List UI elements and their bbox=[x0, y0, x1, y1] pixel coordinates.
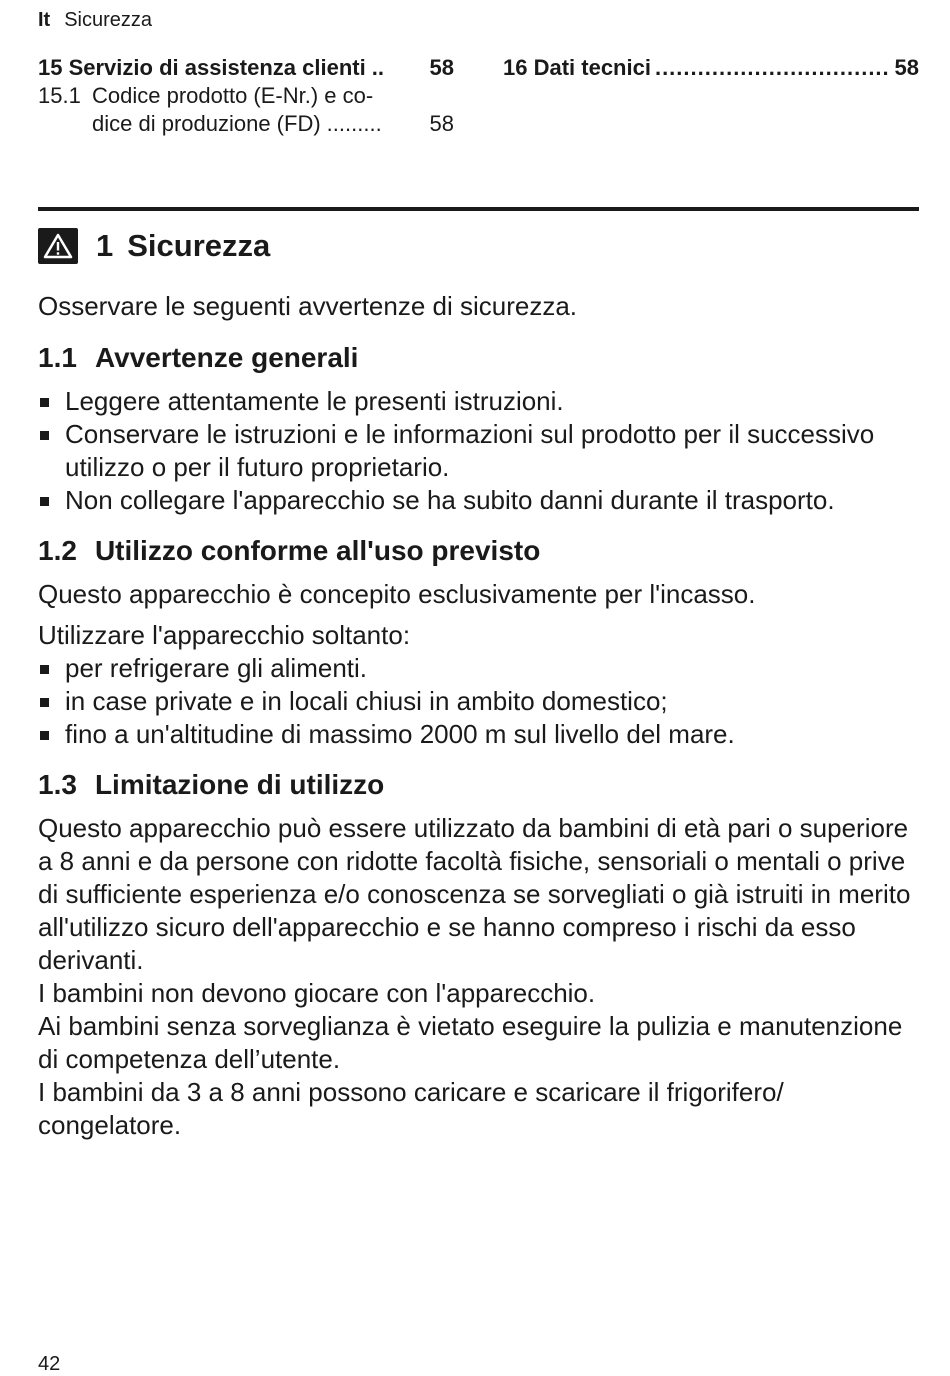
toc-sub-number: 15.1 bbox=[38, 83, 81, 108]
section-divider bbox=[38, 207, 919, 211]
list-item: in case private e in locali chiusi in ambito domestico; bbox=[38, 685, 918, 718]
toc-column-right bbox=[503, 54, 919, 82]
page-title bbox=[96, 228, 270, 264]
toc-entry-16[interactable] bbox=[503, 54, 919, 82]
subsection-number: 1.1 bbox=[38, 342, 77, 373]
list-item: Conservare le istruzioni e le informazioni sul prodotto per il successivo utilizzo o per il futuro proprietario. bbox=[38, 418, 918, 484]
subsection-number: 1.2 bbox=[38, 535, 77, 566]
toc-sub-line1: Codice prodotto (E-Nr.) e co- bbox=[92, 83, 374, 108]
toc-dots: ......... bbox=[326, 111, 382, 136]
toc-page: 58 bbox=[429, 55, 454, 80]
bullet-list-general bbox=[38, 385, 918, 517]
running-header bbox=[38, 9, 152, 32]
list-item: Leggere attentamente le presenti istruzioni. bbox=[38, 385, 918, 418]
section-title: Sicurezza bbox=[127, 228, 271, 263]
subsection-title: Limitazione di utilizzo bbox=[94, 769, 385, 800]
subsection-number: 1.3 bbox=[38, 769, 77, 800]
list-item: fino a un'altitudine di massimo 2000 m sul livello del mare. bbox=[38, 718, 918, 751]
toc-entry-15-1[interactable] bbox=[38, 82, 454, 138]
paragraph: Questo apparecchio è concepito esclusivamente per l'incasso. bbox=[38, 579, 756, 609]
subsection-heading-1-2 bbox=[38, 534, 918, 568]
warning-icon bbox=[38, 228, 78, 264]
language-code: It bbox=[38, 9, 51, 31]
paragraph: Utilizzare l'apparecchio soltanto: bbox=[38, 620, 411, 650]
toc-entry-15[interactable] bbox=[38, 54, 454, 82]
bullet-list-intended-use bbox=[38, 652, 918, 751]
toc-page: 58 bbox=[429, 111, 454, 136]
main-content bbox=[38, 290, 918, 1142]
toc-page: 58 bbox=[894, 55, 919, 80]
toc-dots: .. bbox=[371, 55, 384, 80]
subsection-heading-1-3 bbox=[38, 768, 918, 802]
paragraph: I bambini da 3 a 8 anni possono caricare e scaricare il frigorifero/ congelatore. bbox=[38, 1077, 784, 1140]
paragraph: I bambini non devono giocare con l'apparecchio. bbox=[38, 978, 596, 1008]
toc-entry-title: 15 Servizio di assistenza clienti bbox=[38, 55, 366, 80]
subsection-title: Utilizzo conforme all'uso previsto bbox=[94, 535, 541, 566]
toc-sub-line2: dice di produzione (FD) bbox=[92, 111, 321, 136]
paragraph: Questo apparecchio può essere utilizzato da bambini di età pari o superiore a 8 anni e da persone con ridotte facoltà fisiche, sensoriali o mentali o prive di sufficiente esperienza e/o conoscenza se sorvegliati o già istruiti in merito all'utilizzo sicuro dell'apparecchio e se hanno compreso i rischi da esso derivanti. bbox=[38, 813, 911, 975]
list-item: per refrigerare gli alimenti. bbox=[38, 652, 918, 685]
subsection-heading-1-1 bbox=[38, 341, 918, 375]
header-section: Sicurezza bbox=[64, 9, 153, 31]
section-number: 1 bbox=[96, 228, 114, 263]
section-heading bbox=[38, 226, 270, 266]
page-number: 42 bbox=[38, 1353, 61, 1375]
subsection-title: Avvertenze generali bbox=[94, 342, 359, 373]
toc-entry-title: 16 Dati tecnici bbox=[503, 55, 651, 80]
paragraph: Ai bambini senza sorveglianza è vietato eseguire la pulizia e manutenzione di competenza dell’utente. bbox=[38, 1011, 903, 1074]
toc-dots bbox=[655, 54, 891, 82]
toc-column-left bbox=[38, 54, 454, 138]
list-item: Non collegare l'apparecchio se ha subito danni durante il trasporto. bbox=[38, 484, 918, 517]
section-intro: Osservare le seguenti avvertenze di sicurezza. bbox=[38, 291, 578, 321]
